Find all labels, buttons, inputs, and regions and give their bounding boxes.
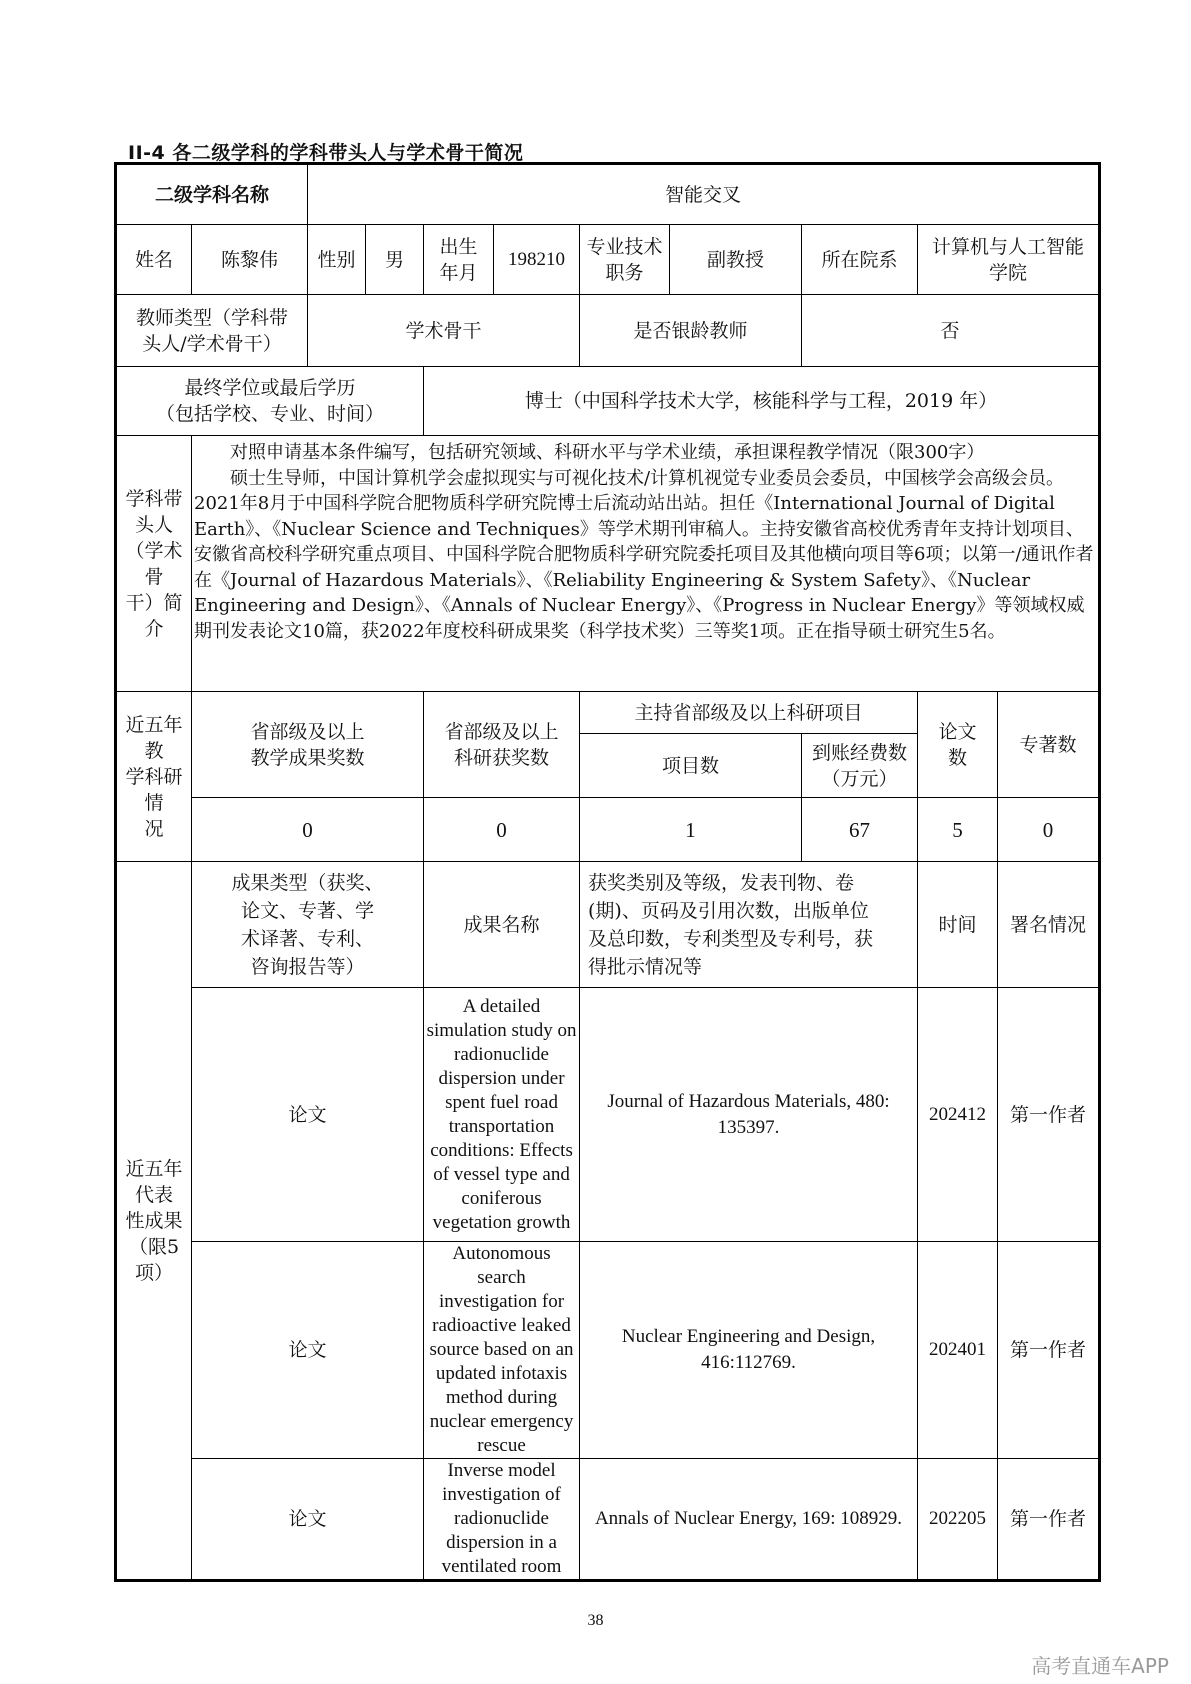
books-value: 0 bbox=[998, 798, 1100, 862]
funds-header: 到账经费数 （万元） bbox=[802, 734, 918, 798]
intro-cell bbox=[192, 436, 1100, 692]
profile-table bbox=[114, 162, 1101, 1582]
papers-value: 5 bbox=[918, 798, 998, 862]
achievement-sign: 第一作者 bbox=[998, 988, 1100, 1242]
funds-value: 67 bbox=[802, 798, 918, 862]
projects-group-header: 主持省部级及以上科研项目 bbox=[580, 692, 918, 734]
research-award-value: 0 bbox=[424, 798, 580, 862]
name-value: 陈黎伟 bbox=[192, 225, 308, 295]
birth-value: 198210 bbox=[494, 225, 580, 295]
table-row bbox=[116, 988, 1100, 1242]
achievement-sign-header: 署名情况 bbox=[998, 862, 1100, 988]
name-label: 姓名 bbox=[116, 225, 192, 295]
senior-teacher-label: 是否银龄教师 bbox=[580, 295, 802, 367]
achievement-detail: Nuclear Engineering and Design, 416:112769. bbox=[580, 1242, 918, 1459]
dept-value: 计算机与人工智能 学院 bbox=[918, 225, 1100, 295]
table-row bbox=[116, 1242, 1100, 1459]
achievement-time-header: 时间 bbox=[918, 862, 998, 988]
watermark: 高考直通车APP bbox=[1031, 1654, 1169, 1678]
books-header: 专著数 bbox=[998, 692, 1100, 798]
gender-label: 性别 bbox=[308, 225, 366, 295]
achievement-name: Inverse model investigation of radionuclide dispersion in a ventilated room bbox=[424, 1459, 580, 1581]
project-count-value: 1 bbox=[580, 798, 802, 862]
dept-label: 所在院系 bbox=[802, 225, 918, 295]
teacher-type-label: 教师类型（学科带 头人/学术骨干） bbox=[116, 295, 308, 367]
achievement-type-header: 成果类型（获奖、 论文、专著、学 术译著、专利、 咨询报告等） bbox=[192, 862, 424, 988]
achievement-sign: 第一作者 bbox=[998, 1459, 1100, 1581]
gender-value: 男 bbox=[366, 225, 424, 295]
degree-value: 博士（中国科学技术大学，核能科学与工程，2019 年） bbox=[424, 367, 1100, 436]
degree-label: 最终学位或最后学历 （包括学校、专业、时间） bbox=[116, 367, 424, 436]
achievement-detail: Annals of Nuclear Energy, 169: 108929. bbox=[580, 1459, 918, 1581]
papers-header: 论文 数 bbox=[918, 692, 998, 798]
teaching-award-header: 省部级及以上 教学成果奖数 bbox=[192, 692, 424, 798]
achievements-label: 近五年代表 性成果 （限5项） bbox=[116, 862, 192, 1581]
page-number: 38 bbox=[587, 1612, 604, 1629]
achievement-time: 202401 bbox=[918, 1242, 998, 1459]
section-title: II-4 各二级学科的学科带头人与学术骨干简况 bbox=[128, 142, 524, 164]
intro-text: 硕士生导师，中国计算机学会虚拟现实与可视化技术/计算机视觉专业委员会委员，中国核学会高级会员。2021年8月于中国科学院合肥物质科学研究院博士后流动站出站。担任《International Journal of Digital Earth》、《Nuclear Science and Techniques》等学术期刊审稿人。主持安徽省高校优秀青年支持计划项目、安徽省高校科学研究重点项目、中国科学院合肥物质科学研究院委托项目及其他横向项目等6项；以第一/通讯作者在《Journal of Hazardous Materials》、《Reliability Engineering & System Safety》、《Nuclear Engineering and Design》、《Annals of Nuclear Energy》、《Progress in Nuclear Energy》等领域权威期刊发表论文10篇，获2022年度校科研成果奖（科学技术奖）三等奖1项。正在指导硕士研究生5名。 bbox=[194, 467, 1094, 642]
title-label: 专业技术 职务 bbox=[580, 225, 670, 295]
intro-instruction: 对照申请基本条件编写，包括研究领域、科研水平与学术业绩，承担课程教学情况（限300字） bbox=[230, 442, 985, 463]
teaching-award-value: 0 bbox=[192, 798, 424, 862]
intro-label: 学科带头人 （学术骨 干）简介 bbox=[116, 436, 192, 692]
achievement-name: Autonomous search investigation for radioactive leaked source based on an updated infotaxis method during nuclear emergency rescue bbox=[424, 1242, 580, 1459]
research-award-header: 省部级及以上 科研获奖数 bbox=[424, 692, 580, 798]
senior-teacher-value: 否 bbox=[802, 295, 1100, 367]
title-value: 副教授 bbox=[670, 225, 802, 295]
achievement-type: 论文 bbox=[192, 1459, 424, 1581]
table-row bbox=[116, 1459, 1100, 1581]
discipline-value: 智能交叉 bbox=[308, 164, 1100, 225]
project-count-header: 项目数 bbox=[580, 734, 802, 798]
achievement-name-header: 成果名称 bbox=[424, 862, 580, 988]
achievement-type: 论文 bbox=[192, 1242, 424, 1459]
achievement-type: 论文 bbox=[192, 988, 424, 1242]
discipline-label: 二级学科名称 bbox=[116, 164, 308, 225]
achievement-detail-header: 获奖类别及等级，发表刊物、卷 (期)、页码及引用次数，出版单位 及总印数，专利类型及专利号，获 得批示情况等 bbox=[580, 862, 918, 988]
achievement-name: A detailed simulation study on radionuclide dispersion under spent fuel road transportation conditions: Effects of vessel type and coniferous vegetation growth bbox=[424, 988, 580, 1242]
birth-label: 出生 年月 bbox=[424, 225, 494, 295]
achievement-time: 202412 bbox=[918, 988, 998, 1242]
teacher-type-value: 学术骨干 bbox=[308, 295, 580, 367]
achievement-time: 202205 bbox=[918, 1459, 998, 1581]
achievement-sign: 第一作者 bbox=[998, 1242, 1100, 1459]
achievement-detail: Journal of Hazardous Materials, 480: 135397. bbox=[580, 988, 918, 1242]
five-year-label: 近五年教 学科研情 况 bbox=[116, 692, 192, 862]
